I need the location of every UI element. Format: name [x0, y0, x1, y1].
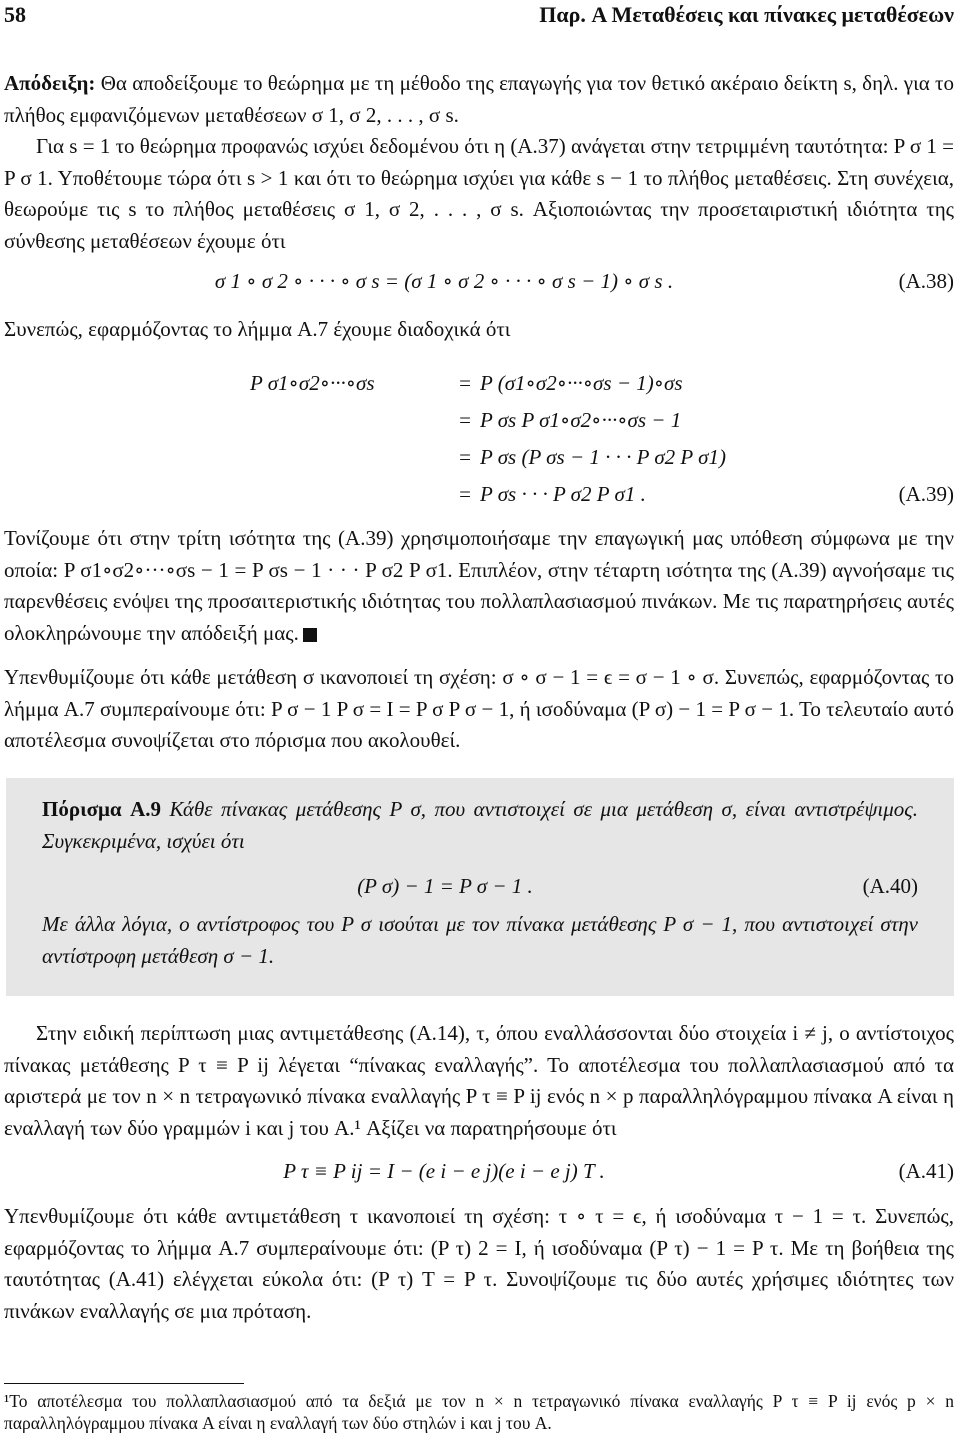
equation-a39-row: P (σ1∘σ2∘···∘σs − 1)∘σs — [480, 371, 683, 395]
transposition-paragraph: Στην ειδική περίπτωση μιας αντιμετάθεσης (A.14), τ, όπου εναλλάσσονται δύο στοιχεία i ≠ j, ο αντίστοιχος πίνακας μετάθεσης P τ ≡ P ij λέγεται “πίνακας εναλλαγής”. Το αποτέλεσμα του πολλαπλασιασμού από τα αριστερά με τον n × n τετραγωνικό πίνακα εναλλαγής P τ ≡ P ij ενός n × p παραλληλόγραμμου πίνακα A είναι η εναλλαγή των δύο γραμμών i και j του A.¹ Αξίζει να παρατηρήσουμε ότι — [4, 1021, 954, 1140]
lemma-line: Συνεπώς, εφαρμόζοντας το λήμμα A.7 έχουμε διαδοχικά ότι — [4, 317, 511, 341]
equation-a38-number: (A.38) — [898, 268, 954, 293]
running-title: Παρ. A Μεταθέσεις και πίνακες μεταθέσεων — [539, 2, 954, 27]
equation-a38-body: σ 1 ∘ σ 2 ∘ · · · ∘ σ s = (σ 1 ∘ σ 2 ∘ · · · ∘ σ s − 1) ∘ σ s . — [214, 268, 674, 293]
equation-a39: P σ1∘σ2∘···∘σs = P (σ1∘σ2∘···∘σs − 1)∘σs = P σs P σ1∘σ2∘···∘σs − 1 = P σs (P σs − 1 · · · P σ2 P σ1) = P σs · · · P σ2 P σ1 . (A.39) — [250, 365, 954, 513]
corollary-label: Πόρισμα A.9 — [42, 797, 162, 821]
corollary-box — [6, 778, 954, 996]
footnote: ¹Το αποτέλεσμα του πολλαπλασιασμού από τα δεξιά με τον n × n τετραγωνικό πίνακα εναλλαγής P τ ≡ P ij ενός p × n παραλληλόγραμμου πίνακα A είναι η εναλλαγή των δύο στηλών i και j του A. — [4, 1391, 954, 1433]
corollary-statement: Πόρισμα A.9 Κάθε πίνακας μετάθεσης P σ, που αντιστοιχεί σε μια μετάθεση σ, είναι αντιστρέψιμος. Συγκεκριμένα, ισχύει ότι — [42, 797, 919, 853]
footnote-rule — [4, 1383, 244, 1384]
page-number: 58 — [4, 2, 26, 27]
proof-intro: Απόδειξη: Θα αποδείξουμε το θεώρημα με τη μέθοδο της επαγωγής για τον θετικό ακέραιο δείκτη s, δηλ. για το πλήθος εμφανιζόμενων μεταθέσεων σ 1, σ 2, . . . , σ s. — [4, 71, 954, 127]
equation-a41: P τ ≡ P ij = I − (e i − e j)(e i − e j) T . (A.41) — [283, 1158, 954, 1183]
equation-a38 — [4, 264, 954, 298]
equation-a39-row: P σs (P σs − 1 · · · P σ2 P σ1) — [480, 445, 726, 469]
proof-label: Απόδειξη: — [4, 71, 96, 95]
equation-a39-lhs: P σ1∘σ2∘···∘σs — [250, 371, 375, 395]
equation-a39-number: (A.39) — [898, 482, 954, 506]
corollary-closing: Με άλλα λόγια, ο αντίστροφος του P σ ισούται με τον πίνακα μετάθεσης P σ − 1, που αντιστοιχεί στην αντίστροφη μετάθεση σ − 1. — [42, 912, 918, 968]
equation-a39-row: P σs P σ1∘σ2∘···∘σs − 1 — [480, 408, 682, 432]
page-header — [4, 2, 954, 32]
proof-remarks: Τονίζουμε ότι στην τρίτη ισότητα της (A.39) χρησιμοποιήσαμε την επαγωγική μας υπόθεση σύμφωνα με την οποία: P σ1∘σ2∘···∘σs − 1 = P σs − 1 · · · P σ2 P σ1. Επιπλέον, στην τέταρτη ισότητα της (A.39) αγνοήσαμε τις παρενθέσεις ενόψει της προσαιτεριστικής ιδιότητας του πολλαπλασιασμού πινάκων. Με τις παρατηρήσεις αυτές ολοκληρώνουμε την απόδειξή μας. — [4, 526, 954, 645]
proof-paragraph: Για s = 1 το θεώρημα προφανώς ισχύει δεδομένου ότι η (A.37) ανάγεται στην τετριμμένη ταυτότητα: P σ 1 = P σ 1. Υποθέτουμε τώρα ότι s > 1 και ότι το θεώρημα ισχύει για κάθε s − 1 το πλήθος μεταθέσεις. Στη συνέχεια, θεωρούμε τις s το πλήθος μεταθέσεις σ 1, σ 2, . . . , σ s. Αξιοποιώντας την προσεταιριστική ιδιότητα της σύνθεσης μεταθέσεων έχουμε ότι — [4, 134, 954, 253]
proof-block — [4, 68, 954, 257]
qed-square-icon — [303, 628, 317, 642]
inverse-reminder: Υπενθυμίζουμε ότι κάθε μετάθεση σ ικανοποιεί τη σχέση: σ ∘ σ − 1 = ϵ = σ − 1 ∘ σ. Συνεπώς, εφαρμόζοντας το λήμμα A.7 συμπεραίνουμε ότι: P σ − 1 P σ = I = P σ P σ − 1, ή ισοδύναμα (P σ) − 1 = P σ − 1. Το τελευταίο αυτό αποτέλεσμα συνοψίζεται στο πόρισμα που ακολουθεί. — [4, 665, 954, 752]
equation-a39-row: P σs · · · P σ2 P σ1 . — [480, 482, 646, 506]
equation-a40: (P σ) − 1 = P σ − 1 . (A.40) — [357, 873, 918, 898]
transposition-closing: Υπενθυμίζουμε ότι κάθε αντιμετάθεση τ ικανοποιεί τη σχέση: τ ∘ τ = ϵ, ή ισοδύναμα τ − 1 = τ. Συνεπώς, εφαρμόζοντας το λήμμα A.7 συμπεραίνουμε ότι: (P τ) 2 = I, ή ισοδύναμα (P τ) − 1 = P τ. Με τη βοήθεια της ταυτότητας (A.41) ελέγχεται εύκολα ότι: (P τ) T = P τ. Συνοψίζουμε τις δύο αυτές χρήσιμες ιδιότητες των πινάκων εναλλαγής σε μια πρόταση. — [4, 1204, 954, 1323]
